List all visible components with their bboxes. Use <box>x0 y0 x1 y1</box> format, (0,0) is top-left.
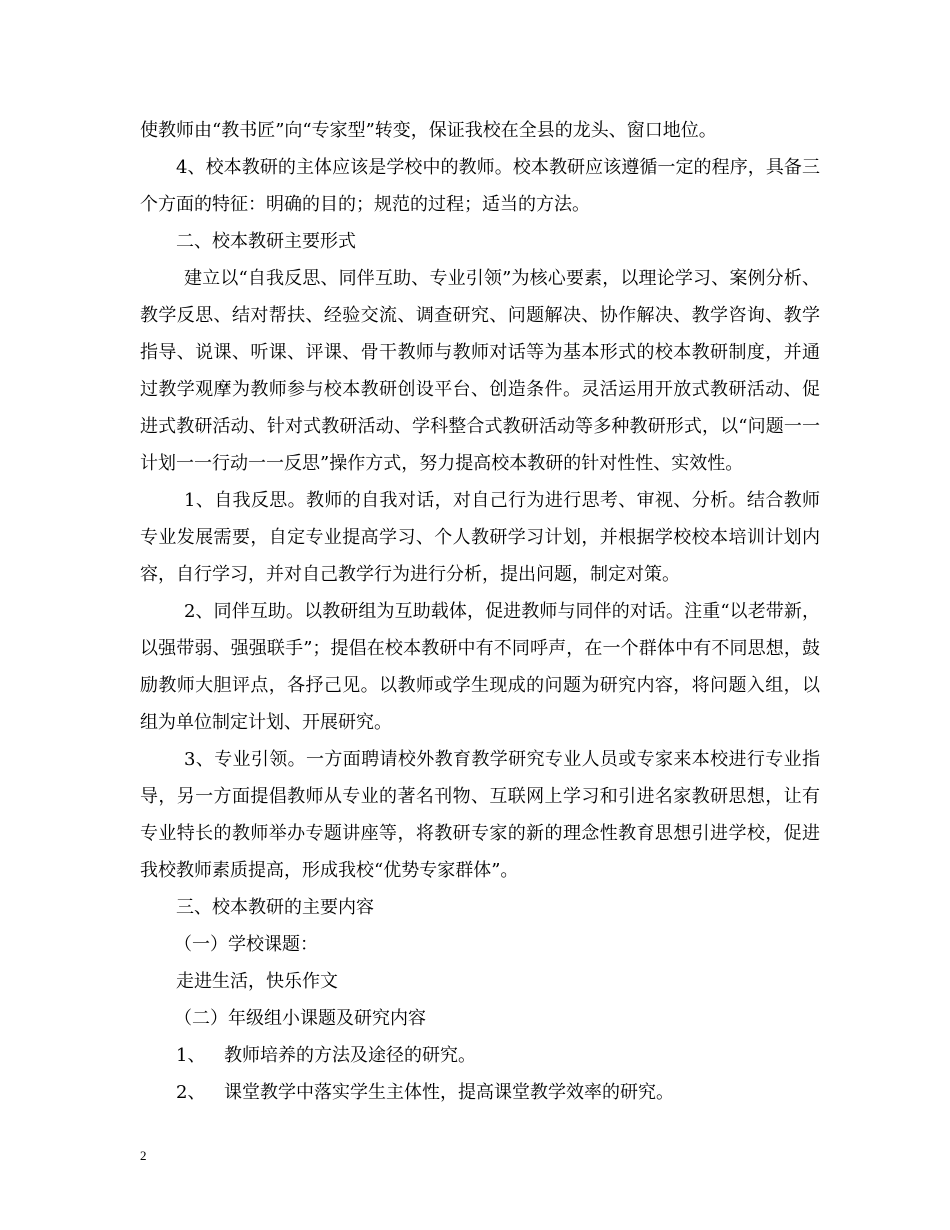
document-body <box>140 112 820 1111</box>
paragraph-forms-intro: 建立以“自我反思、同伴互助、专业引领”为核心要素，以理论学习、案例分析、教学反思、结对帮扶、经验交流、调查研究、问题解决、协作解决、教学咨询、教学指导、说课、听课、评课、骨干教师与教师对话等为基本形式的校本教研制度，并通过教学观摩为教师参与校本教研创设平台、创造条件。灵活运用开放式教研活动、促进式教研活动、针对式教研活动、学科整合式教研活动等多种教研形式，以“问题一一计划一一行动一一反思”操作方式，努力提高校本教研的针对性性、实效性。 <box>140 268 820 474</box>
list-item-text: 课堂教学中落实学生主体性，提高课堂教学效率的研究。 <box>224 1082 674 1103</box>
list-item-text: 教师培养的方法及途径的研究。 <box>224 1045 476 1066</box>
paragraph-continuation: 使教师由“教书匠”向“专家型”转变，保证我校在全县的龙头、窗口地位。 <box>140 120 717 141</box>
list-item <box>140 1074 820 1111</box>
paragraph-self-reflection: 1、自我反思。教师的自我对话，对自己行为进行思考、审视、分析。结合教师专业发展需要，自定专业提高学习、个人教研学习计划，并根据学校校本培训计划内容，自行学习，并对自己教学行为进行分析，提出问题，制定对策。 <box>140 490 820 585</box>
paragraph-item-4: 4、校本教研的主体应该是学校中的教师。校本教研应该遵循一定的程序，具备三个方面的特征：明确的目的；规范的过程；适当的方法。 <box>140 157 820 215</box>
paragraph-peer-support: 2、同伴互助。以教研组为互助载体，促进教师与同伴的对话。注重“以老带新，以强带弱、强强联手”；提倡在校本教研中有不同呼声，在一个群体中有不同思想，鼓励教师大胆评点，各抒己见。以教师或学生现成的问题为研究内容，将问题入组，以组为单位制定计划、开展研究。 <box>140 601 820 733</box>
list-item-number: 2、 <box>176 1082 206 1103</box>
paragraph-professional-guidance: 3、专业引领。一方面聘请校外教育教学研究专业人员或专家来本校进行专业指导，另一方面提倡教师从专业的著名刊物、互联网上学习和引进名家教研思想，让有专业特长的教师举办专题讲座等，将教研专家的新的理念性教育思想引进学校，促进我校教师素质提高，形成我校“优势专家群体”。 <box>140 749 820 881</box>
school-topic-title: 走进生活，快乐作文 <box>176 971 338 992</box>
section-heading-3: 三、校本教研的主要内容 <box>176 897 374 918</box>
subheading-school-topic: （一）学校课题： <box>174 934 318 955</box>
list-item <box>140 1037 820 1074</box>
page-number: 2 <box>140 1148 147 1163</box>
section-heading-2: 二、校本教研主要形式 <box>176 231 356 252</box>
list-item-number: 1、 <box>176 1045 206 1066</box>
subheading-grade-topics: （二）年级组小课题及研究内容 <box>174 1008 426 1029</box>
